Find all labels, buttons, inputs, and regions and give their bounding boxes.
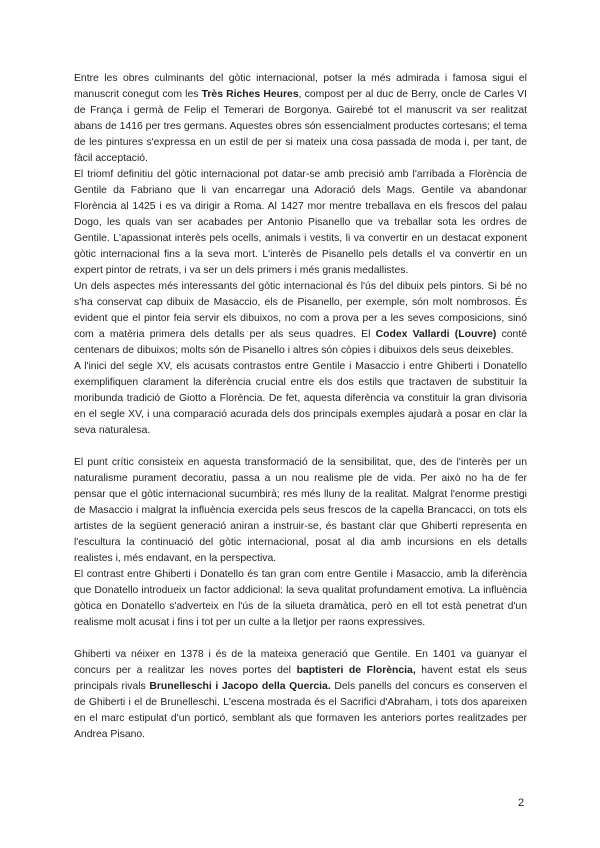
paragraph [74,359,527,439]
bold-text: baptisteri de Florència, [296,665,416,676]
text-run: conté centenars de dibuixos; molts són de Pisanello i altres són còpies i dibuixos dels seus deixebles. [74,329,527,356]
paragraph [74,167,527,279]
paragraph [74,71,527,167]
text-run: havent estat els seus principals rivals [74,665,528,692]
text-run: Ghiberti va néixer en 1378 i és de la mateixa generació que Gentile. En 1401 va guanyar el concurs per a realitzar les noves portes del [74,649,527,676]
text-run: El triomf definitiu del gòtic internacional pot datar-se amb precisió amb l'arribada a Florència de Gentile da Fabriano que li van encarregar una Adoració dels Mags. Gentile va abandonar Florència al 1425 i es va dirigir a Roma. Al 1427 mor mentre treballava en els frescos del palau Dogo, les quals van ser acabades per Antonio Pisanello que va treballar sota les ordres de Gentile. L'apassionat interès pels ocells, animals i vestits, li va convertir en un destacat exponent gòtic internacional fins a la seva mort. L'interès de Pisanello pels detalls el va convertir en un expert pintor de retrats, i va ser un dels primers i més granis medallistes. [74,169,527,276]
text-run: Dels panells del concurs es conserven el de Ghiberti i el de Brunelleschi. L'escena mostrada és el Sacrifici d'Abraham, i tots dos apareixen en el marc estipulat d'un porticó, semblant als que formaven les anteriors portes realitzades per Andrea Pisano. [74,681,528,740]
paragraph [74,455,527,567]
paragraph [74,279,527,359]
page-number: 2 [518,797,525,809]
bold-text: Très Riches Heures [201,89,299,100]
bold-text: Codex Vallardi (Louvre) [375,329,497,340]
bold-text: Brunelleschi i Jacopo della Quercia. [149,681,331,692]
text-run: Entre les obres culminants del gòtic internacional, potser la més admirada i famosa sigui el manuscrit conegut com les [74,73,527,100]
paragraph [74,567,527,631]
paragraph [74,647,527,743]
text-run: Un dels aspectes més interessants del gòtic internacional és l'ús del dibuix pels pintors. Si bé no s'ha conservat cap dibuix de Masaccio, els de Pisanello, per exemple, són molt nombrosos. És evident que el pintor feia servir els dibuixos, no com a prova per a les seves composicions, sinó com a matèria primera dels detalls per als seus quadres. El [74,281,527,340]
text-run: El contrast entre Ghiberti i Donatello és tan gran com entre Gentile i Masaccio, amb la diferència que Donatello introdueix un factor addicional: la seva qualitat profundament emotiva. La influència gòtica en Donatello s'adverteix en l'ús de la silueta dramàtica, però en ell tot està penetrat d'un realisme molt acusat i fins i tot per un culte a la lletjor per raons expressives. [74,569,527,628]
text-run: A l'inici del segle XV, els acusats contrastos entre Gentile i Masaccio i entre Ghiberti i Donatello exemplifiquen clarament la diferència crucial entre els dos estils que tractaven de substituir la moribunda tradició de Giotto a Florència. De fet, aquesta diferència va constituir la gran divisoria en el segle XV, i una comparació acurada dels dos principals exemples ajudarà a posar en clar la seva naturalesa. [74,361,527,436]
document-body [74,71,527,743]
text-run: , compost per al duc de Berry, oncle de Carles VI de França i germà de Felip el Temerari de Borgonya. Gairebé tot el manuscrit va ser realitzat abans de 1416 per tres germans. Aquestes obres són essencialment productes cortesans; el tema de les pintures s'expressa en un estil de per si mateix una cosa passada de moda i, per tant, de fàcil acceptació. [74,89,528,164]
text-run: El punt crític consisteix en aquesta transformació de la sensibilitat, que, des de l'interès per un naturalisme purament decoratiu, passa a un nou realisme ple de vida. Per això no ha de fer pensar que el gòtic internacional sucumbirà; res més lluny de la realitat. Malgrat l'enorme prestigi de Masaccio i malgrat la influència exercida pels seus frescos de la capella Brancacci, on tots els artistes de la següent generació aniran a instruir-se, és bastant clar que Ghiberti representa en l'escultura la continuació del gòtic internacional, posat al dia amb incursions en els detalls realistes i, més endavant, en la perspectiva. [74,457,527,564]
